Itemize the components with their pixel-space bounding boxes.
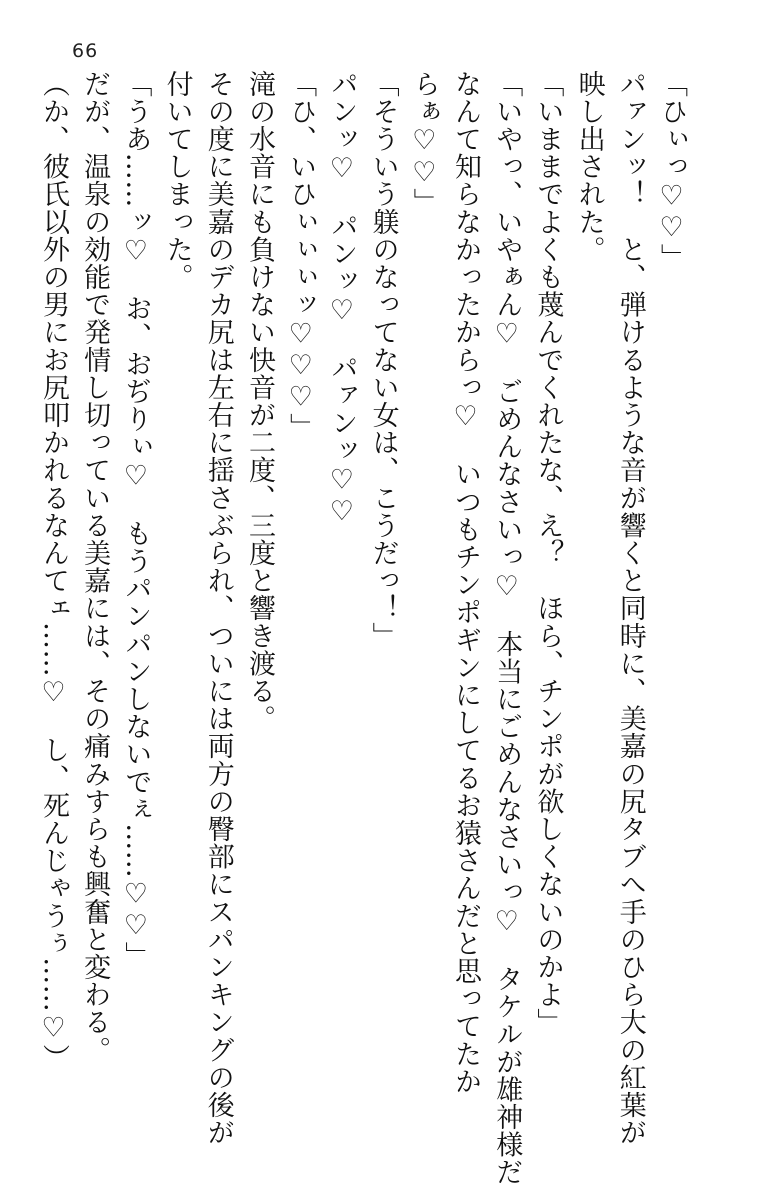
text-line: 「ひぃっ♡♡」 bbox=[656, 70, 687, 272]
text-line: パァンッ！ と、弾けるような音が響くと同時に、美嘉の尻タブへ手のひら大の紅葉が bbox=[614, 70, 646, 1147]
text-line: 「ひ、いひぃぃぃッ♡♡♡」 bbox=[285, 70, 317, 441]
text-line: 滝の水音にも負けない快音が二度、三度と響き渡る。 bbox=[243, 70, 275, 733]
text-line: だが、温泉の効能で発情し切っている美嘉には、その痛みすらも興奮と変わる。 bbox=[79, 70, 111, 1064]
text-line: 「いままでよくも蔑んでくれたな、え？ ほら、チンポが欲しくないのかよ」 bbox=[532, 70, 564, 1036]
text-line: らぁ♡♡」 bbox=[408, 70, 440, 216]
text-line: その度に美嘉のデカ尻は左右に揺さぶられ、ついには両方の臀部にスパンキングの後が bbox=[202, 70, 234, 1147]
text-line: パンッ♡ パンッ♡ パァンッ♡♡ bbox=[326, 70, 358, 528]
text-line: 映し出された。 bbox=[573, 70, 605, 264]
text-line: 「そういう躾のなってない女は、こうだっ！」 bbox=[367, 70, 399, 650]
text-line: 付いてしまった。 bbox=[161, 70, 193, 291]
text-line: 「うあ……ッ♡ お、おぢりぃ♡ もうパンパンしないでぇ……♡♡」 bbox=[120, 70, 152, 970]
text-line: 「いやっ、いやぁん♡ ごめんなさいっ♡ 本当にごめんなさいっ♡ タケルが雄神様だ bbox=[491, 70, 523, 1186]
text-line: （か、彼氏以外の男にお尻叩かれるなんてェ……♡ し、死んじゃうぅ……♡） bbox=[37, 70, 69, 1072]
vertical-text-body bbox=[37, 70, 692, 1186]
text-line: なんて知らなかったからっ♡ いつもチンポギンにしてるお猿さんだと思ってたか bbox=[449, 70, 481, 1096]
page-number: 66 bbox=[72, 40, 99, 62]
